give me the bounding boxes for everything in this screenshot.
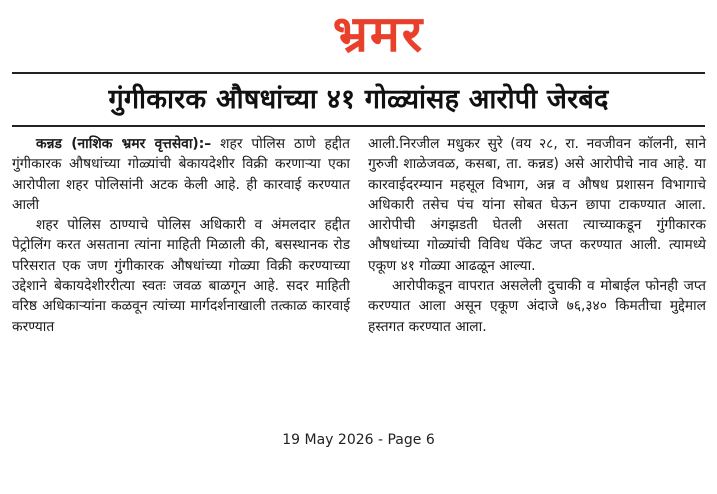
newspaper-logo: भ्रमर xyxy=(332,4,425,63)
masthead xyxy=(0,0,717,68)
headline-bottom-rule xyxy=(12,125,705,127)
article-text: आली.निरजील मधुकर सुरे (वय २८, रा. नवजीवन कॉलनी, साने गुरुजी शाळेजवळ, कसबा, ता. कन्नड) असे आरोपीचे नाव आहे. या कारवाईदरम्यान महसूल विभाग, अन्न व औषध प्रशासन विभागाचे अधिकारी तसेच पंच यांना सोबत घेऊन छापा टाकण्यात आला. आरोपीची अंगझडती घेतली असता त्याच्याकडून गुंगीकारक औषधांच्या गोळ्यांची विविध पॅकेट जप्त करण्यात आली. त्यामध्ये एकूण ४१ गोळ्या आढळून आल्या. xyxy=(368,136,706,274)
article-column-left xyxy=(12,134,350,337)
article-paragraph xyxy=(12,215,350,337)
article-text: शहर पोलिस ठाण्याचे पोलिस अधिकारी व अंमलदार हद्दीत पेट्रोलिंग करत असताना त्यांना माहिती मिळाली की, बसस्थानक रोड परिसरात एक जण गुंगीकारक औषधांच्या गोळ्या विक्री करण्याच्या उद्देशाने बेकायदेशीररीत्या स्वतः जवळ बाळगून आहे. सदर माहिती वरिष्ठ अधिकाऱ्यांना कळवून त्यांच्या मार्गदर्शनाखाली तत्काळ कारवाई करण्यात xyxy=(12,217,350,335)
dateline: कन्नड (नाशिक भ्रमर वृत्तसेवा):– xyxy=(36,136,212,152)
headline-top-rule xyxy=(12,72,705,74)
article-paragraph xyxy=(368,276,706,337)
article-column-right xyxy=(368,134,706,337)
article-text: आरोपीकडून वापरात असलेली दुचाकी व मोबाईल फोनही जप्त करण्यात आला असून एकूण अंदाजे ७६,३४० किमतीचा मुद्देमाल हस्तगत करण्यात आला. xyxy=(368,278,706,335)
article-paragraph xyxy=(12,134,350,215)
article-text: शहर पोलिस ठाणे हद्दीत गुंगीकारक औषधांच्या गोळ्यांची बेकायदेशीर विक्री करणाऱ्या एका आरोपीला शहर पोलिसांनी अटक केली आहे. ही कारवाई करण्यात आली xyxy=(12,136,350,213)
headline: गुंगीकारक औषधांच्या ४१ गोळ्यांसह आरोपी जेरबंद xyxy=(108,84,609,115)
article-paragraph xyxy=(368,134,706,276)
page-footer: 19 May 2026 - Page 6 xyxy=(282,432,435,448)
